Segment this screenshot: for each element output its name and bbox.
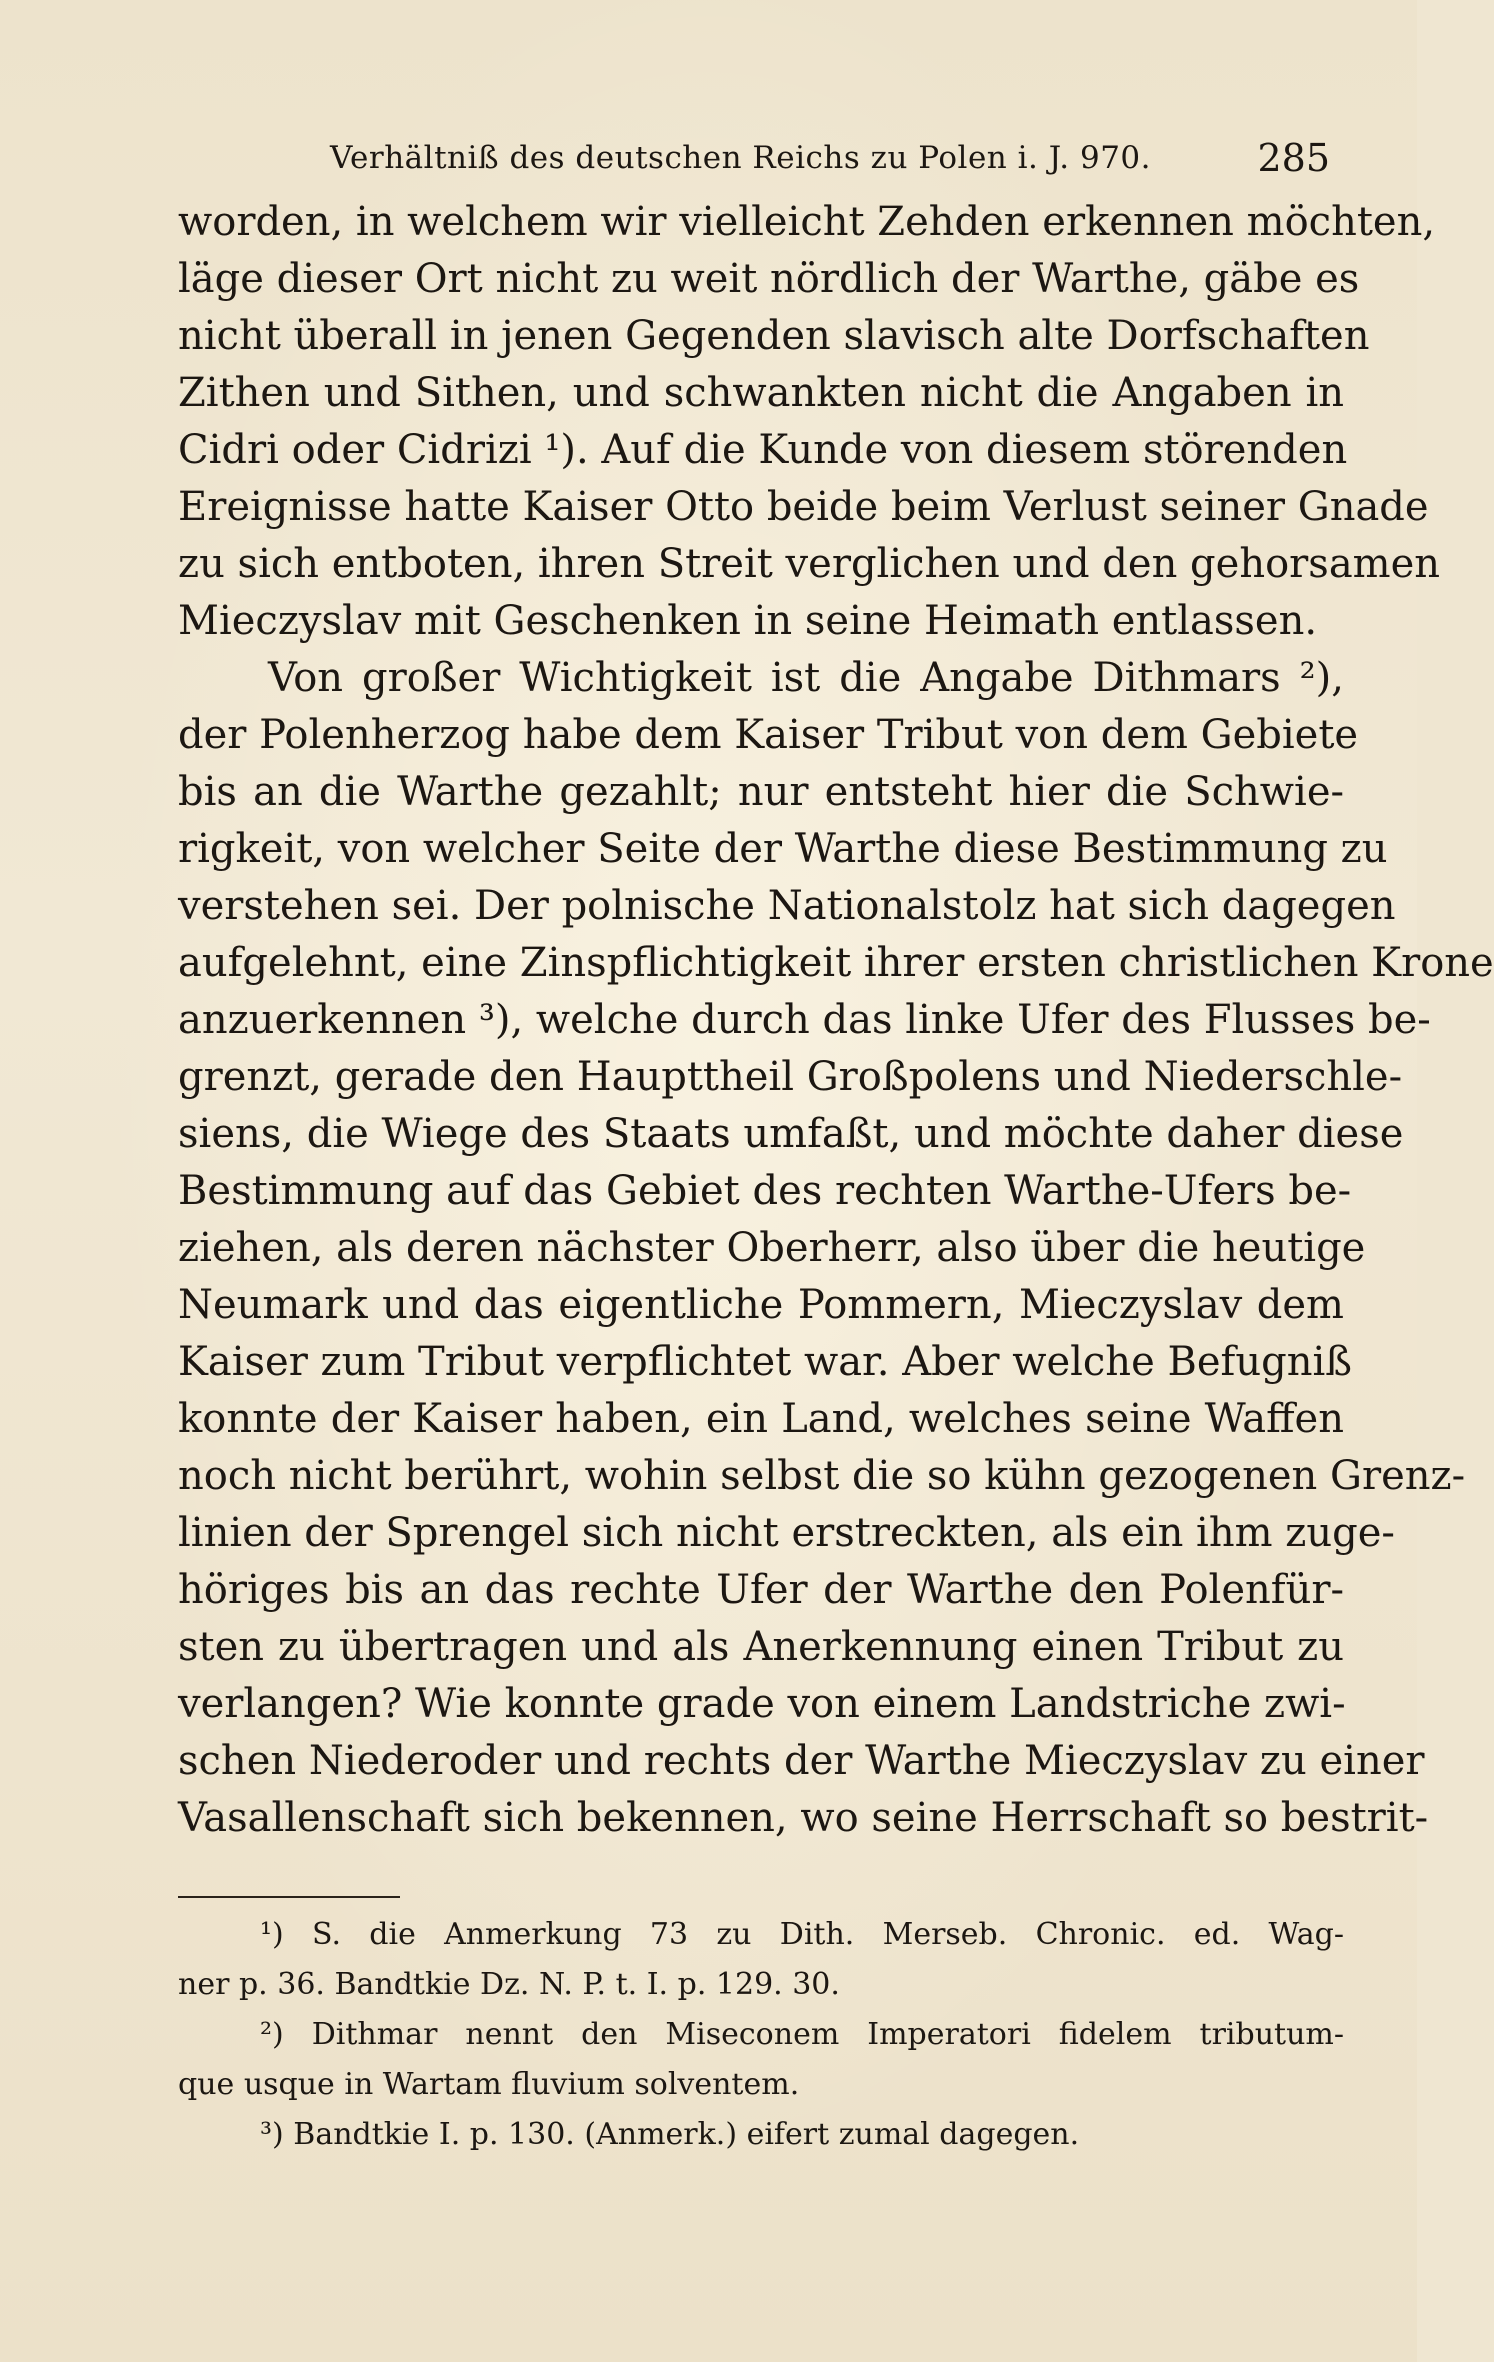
body-line-5: Cidri oder Cidrizi ¹). Auf die Kunde von diesem störenden bbox=[178, 427, 1348, 473]
body-line-29: Vasallenschaft sich bekennen, wo seine Herrschaft so bestrit- bbox=[178, 1795, 1429, 1841]
page-number: 285 bbox=[1257, 136, 1330, 180]
body-line-25: höriges bis an das rechte Ufer der Warthe den Polenfür- bbox=[178, 1567, 1344, 1613]
body-line-28: schen Niederoder und rechts der Warthe Mieczyslav zu einer bbox=[178, 1738, 1425, 1784]
body-line-14: aufgelehnt, eine Zinspflichtigkeit ihrer ersten christlichen Krone bbox=[178, 940, 1494, 986]
body-line-4: Zithen und Sithen, und schwankten nicht die Angaben in bbox=[178, 370, 1344, 416]
body-line-2: läge dieser Ort nicht zu weit nördlich der Warthe, gäbe es bbox=[178, 256, 1360, 302]
body-line-27: verlangen? Wie konnte grade von einem Landstriche zwi- bbox=[178, 1681, 1346, 1727]
body-line-13: verstehen sei. Der polnische Nationalstolz hat sich dagegen bbox=[178, 883, 1396, 929]
body-line-7: zu sich entboten, ihren Streit verglichen und den gehorsamen bbox=[178, 541, 1441, 587]
body-line-6: Ereignisse hatte Kaiser Otto beide beim Verlust seiner Gnade bbox=[178, 484, 1429, 530]
footnote-2-line-2: que usque in Wartam fluvium solventem. bbox=[178, 2067, 800, 2102]
body-line-21: Kaiser zum Tribut verpflichtet war. Aber welche Befugniß bbox=[178, 1339, 1352, 1385]
body-line-16: grenzt, gerade den Haupttheil Großpolens und Niederschle- bbox=[178, 1054, 1403, 1100]
running-title: Verhältniß des deutschen Reichs zu Polen i. J. 970. bbox=[330, 140, 1151, 176]
body-line-3: nicht überall in jenen Gegenden slavisch alte Dorfschaften bbox=[178, 313, 1370, 359]
body-line-10: der Polenherzog habe dem Kaiser Tribut von dem Gebiete bbox=[178, 712, 1359, 758]
body-line-15: anzuerkennen ³), welche durch das linke Ufer des Flusses be- bbox=[178, 997, 1431, 1043]
body-line-11: bis an die Warthe gezahlt; nur entsteht hier die Schwie- bbox=[178, 769, 1344, 815]
body-line-12: rigkeit, von welcher Seite der Warthe diese Bestimmung zu bbox=[178, 826, 1388, 872]
body-line-20: Neumark und das eigentliche Pommern, Mieczyslav dem bbox=[178, 1282, 1344, 1328]
body-line-26: sten zu übertragen und als Anerkennung einen Tribut zu bbox=[178, 1624, 1344, 1670]
footnote-1-line-2: ner p. 36. Bandtkie Dz. N. P. t. I. p. 129. 30. bbox=[178, 1967, 840, 2002]
page-header bbox=[330, 136, 1330, 184]
body-line-8: Mieczyslav mit Geschenken in seine Heimath entlassen. bbox=[178, 598, 1318, 644]
body-line-22: konnte der Kaiser haben, ein Land, welches seine Waffen bbox=[178, 1396, 1344, 1442]
body-line-24: linien der Sprengel sich nicht erstreckten, als ein ihm zuge- bbox=[178, 1510, 1395, 1556]
body-line-18: Bestimmung auf das Gebiet des rechten Warthe-Ufers be- bbox=[178, 1168, 1352, 1214]
body-line-23: noch nicht berührt, wohin selbst die so kühn gezogenen Grenz- bbox=[178, 1453, 1466, 1499]
body-line-19: ziehen, als deren nächster Oberherr, also über die heutige bbox=[178, 1225, 1366, 1271]
footnote-separator bbox=[178, 1896, 400, 1898]
footnote-2-line-1: ²) Dithmar nennt den Miseconem Imperatori fidelem tributum- bbox=[260, 2017, 1344, 2052]
body-line-1: worden, in welchem wir vielleicht Zehden erkennen möchten, bbox=[178, 199, 1436, 245]
footnote-3: ³) Bandtkie I. p. 130. (Anmerk.) eifert zumal dagegen. bbox=[260, 2117, 1080, 2152]
body-line-17: siens, die Wiege des Staats umfaßt, und möchte daher diese bbox=[178, 1111, 1404, 1157]
body-line-9: Von großer Wichtigkeit ist die Angabe Dithmars ²), bbox=[268, 655, 1344, 701]
footnote-1-line-1: ¹) S. die Anmerkung 73 zu Dith. Merseb. Chronic. ed. Wag- bbox=[260, 1917, 1344, 1952]
